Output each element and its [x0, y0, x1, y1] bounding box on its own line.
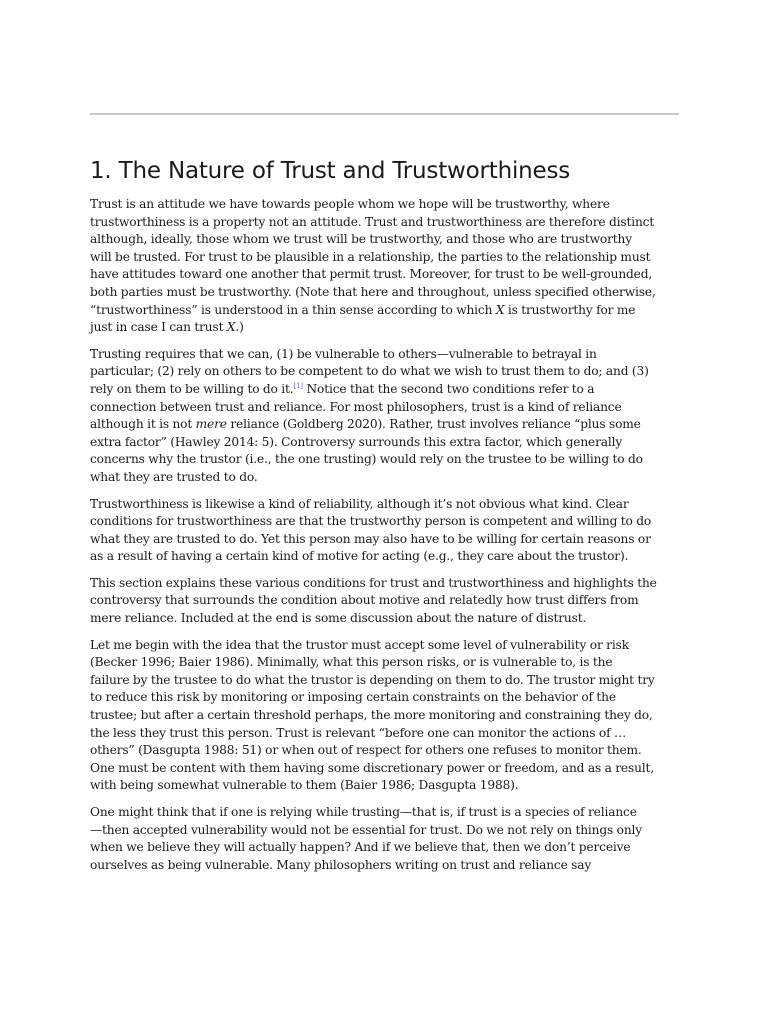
footnote-link[interactable]: [1] — [293, 381, 303, 390]
text-line: with being somewhat vulnerable to them (Baier 1986; Dasgupta 1988). — [90, 778, 519, 793]
paragraph — [90, 346, 679, 487]
text-line: what they are trusted to do. Yet this person may also have to be willing for certain reasons or — [90, 531, 651, 546]
text-line: failure by the trustee to do what the trustor is depending on them to do. The trustor might try — [90, 672, 655, 687]
text-line: “trustworthiness” is understood in a thin sense according to which X is trustworthy for me — [90, 302, 636, 317]
text-line: the less they trust this person. Trust is relevant “before one can monitor the actions of … — [90, 725, 626, 740]
text-line: ourselves as being vulnerable. Many philosophers writing on trust and reliance say — [90, 857, 592, 872]
text-line: controversy that surrounds the condition about motive and relatedly how trust differs from — [90, 593, 639, 608]
text-line: have attitudes toward one another that permit trust. Moreover, for trust to be well-grounded, — [90, 267, 653, 282]
text-line: to reduce this risk by monitoring or imposing certain constraints on the behavior of the — [90, 690, 616, 705]
text-line: trustworthiness is a property not an attitude. Trust and trustworthiness are therefore distinct — [90, 214, 655, 229]
emphasis-text: X — [495, 302, 505, 317]
text-line: Trusting requires that we can, (1) be vulnerable to others—vulnerable to betrayal in — [90, 346, 597, 361]
text-line: One might think that if one is relying while trusting—that is, if trust is a species of reliance — [90, 805, 637, 819]
text-line: as a result of having a certain kind of motive for acting (e.g., they care about the trustor). — [90, 549, 629, 564]
section-body — [90, 196, 679, 874]
text-line: particular; (2) rely on others to be competent to do what we wish to trust them to do; and (3) — [90, 364, 649, 379]
text-line: although it is not mere reliance (Goldberg 2020). Rather, trust involves reliance “plus some — [90, 417, 641, 432]
text-line: conditions for trustworthiness are that the trustworthy person is competent and willing to do — [90, 514, 652, 529]
emphasis-text: X — [226, 320, 236, 335]
text-line: One must be content with them having some discretionary power or freedom, and as a result, — [90, 760, 655, 775]
text-line: rely on them to be willing to do it.[1] Notice that the second two conditions refer to a — [90, 381, 595, 396]
text-line: what they are trusted to do. — [90, 469, 258, 484]
section-divider — [90, 113, 679, 115]
paragraph — [90, 637, 679, 795]
text-line: connection between trust and reliance. For most philosophers, trust is a kind of reliance — [90, 399, 622, 414]
text-line: both parties must be trustworthy. (Note that here and throughout, unless specified otherwise, — [90, 284, 656, 299]
text-line: others” (Dasgupta 1988: 51) or when out of respect for others one refuses to monitor them. — [90, 743, 642, 758]
text-line: This section explains these various conditions for trust and trustworthiness and highlights the — [90, 575, 657, 590]
paragraph — [90, 575, 679, 628]
section-heading: 1. The Nature of Trust and Trustworthiness — [90, 158, 571, 184]
text-line: Trustworthiness is likewise a kind of reliability, although it’s not obvious what kind. Clear — [90, 496, 629, 511]
text-line: will be trusted. For trust to be plausible in a relationship, the parties to the relationship must — [90, 249, 651, 264]
text-line: —then accepted vulnerability would not be essential for trust. Do we not rely on things only — [90, 822, 643, 837]
paragraph — [90, 804, 679, 874]
text-line: Trust is an attitude we have towards people whom we hope will be trustworthy, where — [90, 197, 610, 211]
text-line: trustee; but after a certain threshold perhaps, the more monitoring and constraining they do, — [90, 708, 653, 723]
text-line: just in case I can trust X.) — [90, 320, 244, 335]
text-line: when we believe they will actually happen? And if we believe that, then we don’t perceive — [90, 840, 631, 855]
paragraph — [90, 496, 679, 566]
emphasis-text: mere — [195, 417, 227, 432]
text-line: Let me begin with the idea that the trustor must accept some level of vulnerability or risk — [90, 637, 629, 652]
paragraph — [90, 196, 679, 337]
text-line: although, ideally, those whom we trust will be trustworthy, and those who are trustworthy — [90, 232, 632, 247]
text-line: concerns why the trustor (i.e., the one trusting) would rely on the trustee to be willing to do — [90, 452, 643, 467]
text-line: mere reliance. Included at the end is some discussion about the nature of distrust. — [90, 611, 587, 626]
text-line: extra factor” (Hawley 2014: 5). Controversy surrounds this extra factor, which generally — [90, 434, 623, 449]
text-line: (Becker 1996; Baier 1986). Minimally, what this person risks, or is vulnerable to, is the — [90, 655, 613, 670]
